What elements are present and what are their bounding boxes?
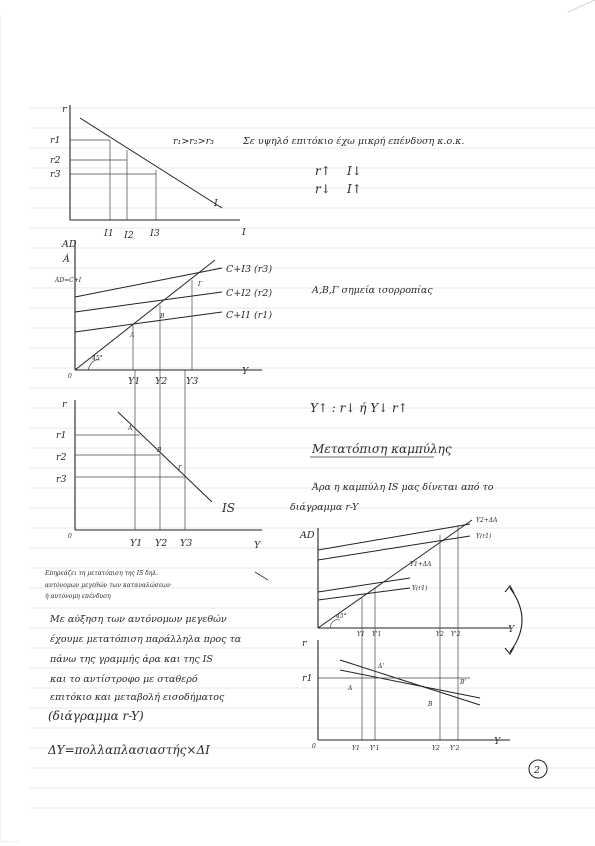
note-order-r: r₁>r₂>r₃ — [173, 136, 214, 147]
note-multiplier-formula: ΔY=πολλαπλασιαστής×ΔI — [48, 743, 210, 757]
graph2-point-g: Γ — [198, 281, 203, 288]
ruled-lines — [30, 108, 595, 808]
graph3-tick-r2: r2 — [56, 452, 67, 463]
graph5-tick-y2-prime: Y'2 — [450, 745, 460, 752]
graph5-is-curve-shifted — [340, 670, 480, 698]
note-paragraph-2: έχουμε μετατόπιση παράλληλα προς τα — [50, 634, 242, 645]
graph5-tick-y1: Y1 — [352, 745, 360, 752]
graph4-tick-y2: Y2 — [436, 631, 444, 638]
graph3-x-label: Y — [254, 540, 261, 551]
graph5-is-curve — [340, 660, 480, 705]
graph4-label-upper-shifted: Y2+ΔA — [476, 517, 498, 524]
graph1-tick-r1: r1 — [50, 135, 61, 146]
graph2-label-ci3: C+I3 (r3) — [226, 264, 273, 275]
graph1-tick-i3: I3 — [150, 228, 160, 239]
note-small-3: ή αυτόνομη επένδυση — [45, 593, 111, 600]
graph4-45-degree-line — [318, 520, 472, 628]
page-number-text: 2 — [534, 765, 541, 776]
graph2-label-ci1: C+I1 (r1) — [226, 310, 273, 321]
graph2-point-b: B — [160, 313, 165, 320]
graph5-point-b: B — [428, 701, 433, 708]
note-small-1: Επηρεάζει τη μετατόπιση της IS δηλ. — [45, 570, 159, 577]
graph5-tick-y2: Y2 — [432, 745, 440, 752]
graph4-angle: 45° — [336, 613, 347, 620]
graph3-point-g: Γ — [178, 465, 183, 472]
note-paragraph-4: και το αντίστροφο με σταθερό — [50, 674, 198, 685]
note-y-r-relation: Y↑ : r↓ ή Y↓ r↑ — [310, 401, 408, 415]
graph4-x-label: Y — [508, 624, 515, 635]
graph2-point-a: A — [130, 332, 135, 339]
note-equilibrium-points: Α,Β,Γ σημεία ισορροπίας — [312, 285, 433, 296]
graph2-line-ci1 — [75, 312, 222, 332]
graph5-point-b-prime: B' — [460, 679, 467, 686]
graph-is-shift — [302, 638, 510, 752]
graph2-tick-y2: Y2 — [155, 376, 168, 387]
graph5-point-a: A — [348, 685, 353, 692]
graph2-y-label2: Ȧ — [63, 254, 70, 265]
note-paragraph-5: επιτόκιο και μεταβολή εισοδήματος — [50, 692, 225, 703]
graph1-tick-r2: r2 — [50, 155, 61, 166]
rule1-r: r↑ — [315, 164, 331, 178]
page-edge — [0, 15, 20, 842]
graph3-tick-y2: Y2 — [155, 538, 168, 549]
note-high-rate-low-investment: Σε υψηλό επιτόκιο έχω μικρή επένδυση κ.ο.κ. — [243, 136, 465, 147]
graph1-tick-i2: I2 — [124, 230, 134, 241]
graph4-tick-y1: Y1 — [357, 631, 365, 638]
graph2-tick-y1: Y1 — [128, 376, 141, 387]
graph1-x-label: I — [242, 227, 246, 238]
graph3-tick-y3: Y3 — [180, 538, 193, 549]
graph-is-curve — [56, 370, 262, 551]
graph2-y-label: AD — [62, 239, 77, 250]
graph4-label-lower: Y(r1) — [412, 585, 428, 592]
graph2-line-ci2 — [75, 292, 222, 312]
graph4-label-upper: Y(r1) — [476, 533, 492, 540]
page-corner-mark — [568, 0, 595, 12]
graph-ad-shift — [299, 517, 516, 740]
graph3-tick-r3: r3 — [56, 474, 67, 485]
graph5-x-label: Y — [494, 736, 501, 747]
graph-aggregate-demand — [54, 239, 272, 387]
note-small-2: αυτόνομων μεγεθών των καταναλώσεων — [45, 582, 171, 589]
graph1-y-label: r — [62, 104, 67, 115]
page-number — [529, 760, 547, 778]
graph4-tick-y2-prime: Y'2 — [451, 631, 461, 638]
graph2-angle: 45° — [92, 355, 103, 362]
graph3-y-label: r — [62, 399, 67, 410]
graph3-origin: 0 — [68, 533, 72, 540]
graph5-origin: 0 — [312, 743, 316, 750]
graph3-point-b: B — [157, 447, 162, 454]
graph2-ad-equation: AD=C+I — [55, 277, 82, 284]
graph-investment-demand — [50, 104, 246, 241]
graph4-label-lower-shifted: Y1+ΔA — [410, 561, 432, 568]
graph2-45-degree-line — [75, 260, 215, 370]
graph3-tick-r1: r1 — [56, 430, 67, 441]
note-arrow-line — [255, 572, 268, 580]
graph2-origin: 0 — [68, 373, 72, 380]
graph1-tick-i1: I1 — [104, 228, 114, 239]
graph3-point-a: A — [128, 425, 133, 432]
graph2-tick-y3: Y3 — [186, 376, 199, 387]
heading-curve-shift-text: Μετατόπιση καμπύλης — [312, 442, 452, 456]
graph3-tick-y1: Y1 — [130, 538, 143, 549]
graph1-tick-r3: r3 — [50, 169, 61, 180]
graph5-tick-r1: r1 — [302, 673, 313, 684]
note-is-from-diagram-1: Άρα η καμπύλη IS μας δίνεται από το — [312, 482, 494, 493]
note-paragraph-1: Με αύξηση των αυτόνομων μεγεθών — [50, 614, 227, 625]
graph1-investment-curve — [80, 118, 222, 208]
rule1-i: I↓ — [347, 164, 362, 178]
graph5-y-label: r — [302, 638, 307, 649]
note-paragraph-3: πάνω της γραμμής άρα και της IS — [50, 654, 213, 665]
graph4-tick-y1-prime: Y'1 — [372, 631, 382, 638]
graph1-curve-label: I — [214, 198, 218, 209]
note-is-from-diagram-2: διάγραμμα r-Y — [290, 502, 359, 513]
double-arrow-icon — [505, 586, 522, 654]
heading-curve-shift — [310, 442, 452, 457]
graph5-tick-y1-prime: Y'1 — [370, 745, 380, 752]
rule2-r: r↓ — [315, 182, 331, 196]
graph2-x-label: Y — [242, 366, 249, 377]
rule2-i: I↑ — [347, 182, 362, 196]
graph3-curve-label: IS — [222, 501, 235, 515]
graph2-label-ci2: C+I2 (r2) — [226, 288, 273, 299]
note-paragraph-6: (διάγραμμα r-Y) — [48, 709, 144, 723]
graph4-y-label: AD — [300, 530, 315, 541]
graph5-point-a-prime: A' — [378, 663, 384, 670]
